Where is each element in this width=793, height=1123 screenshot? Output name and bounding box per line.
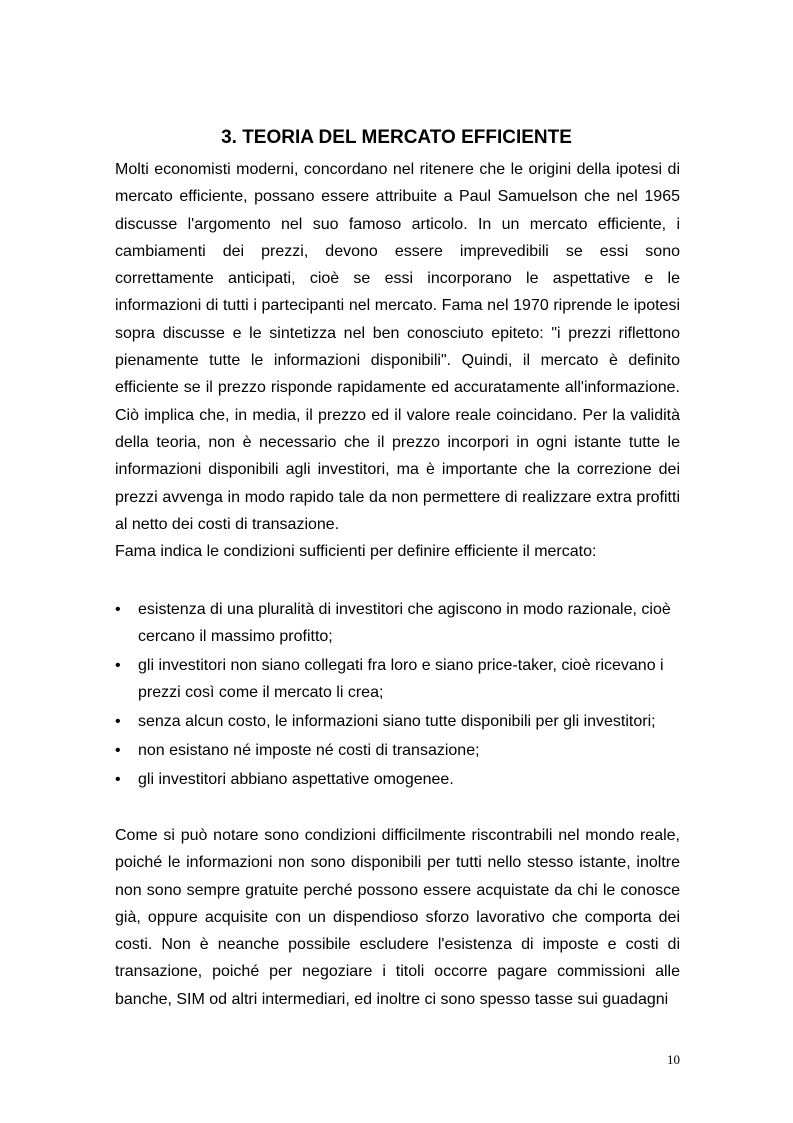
conditions-intro: Fama indica le condizioni sufficienti per definire efficiente il mercato: <box>115 543 597 560</box>
analysis-paragraph: Come si può notare sono condizioni difficilmente riscontrabili nel mondo reale, poiché le informazioni non sono disponibili per tutti nello stesso istante, inoltre non sono sempre gratuite perché possono essere acquistate da chi le conosce già, oppure acquisite con un dispendioso sforzo lavorativo che comporta dei costi. Non è neanche possibile escludere l'esistenza di imposte e costi di transazione, poiché per negoziare i titoli occorre pagare commissioni alle banche, SIM od altri intermediari, ed inoltre ci sono spesso tasse sui guadagni <box>115 827 680 1008</box>
intro-paragraph: Molti economisti moderni, concordano nel ritenere che le origini della ipotesi di mercato efficiente, possano essere attribuite a Paul Samuelson che nel 1965 discusse l'argomento nel suo famoso articolo. In un mercato efficiente, i cambiamenti dei prezzi, devono essere imprevedibili se essi sono correttamente anticipati, cioè se essi incorporano le aspettative e le informazioni di tutti i partecipanti nel mercato. Fama nel 1970 riprende le ipotesi sopra discusse e le sintetizza nel ben conosciuto epiteto: "i prezzi riflettono pienamente tutte le informazioni disponibili". Quindi, il mercato è definito efficiente se il prezzo risponde rapidamente ed accuratamente all'informazione. Ciò implica che, in media, il prezzo ed il valore reale coincidano. Per la validità della teoria, non è necessario che il prezzo incorpori in ogni istante tutte le informazioni disponibili agli investitori, ma è importante che la correzione dei prezzi avvenga in modo rapido tale da non permettere di realizzare extra profitti al netto dei costi di transazione. <box>115 161 680 533</box>
section-title: 3. TEORIA DEL MERCATO EFFICIENTE <box>221 127 572 148</box>
list-item: • senza alcun costo, le informazioni siano tutte disponibili per gli investitori; <box>115 708 680 735</box>
conditions-list <box>115 596 680 795</box>
list-item: • gli investitori non siano collegati fra loro e siano price-taker, cioè ricevano i prezzi così come il mercato li crea; <box>115 652 680 707</box>
list-item: • esistenza di una pluralità di investitori che agiscono in modo razionale, cioè cercano il massimo profitto; <box>115 596 680 651</box>
list-item: • gli investitori abbiano aspettative omogenee. <box>115 766 680 793</box>
list-item: • non esistano né imposte né costi di transazione; <box>115 737 680 764</box>
page-number: 10 <box>667 1052 680 1067</box>
